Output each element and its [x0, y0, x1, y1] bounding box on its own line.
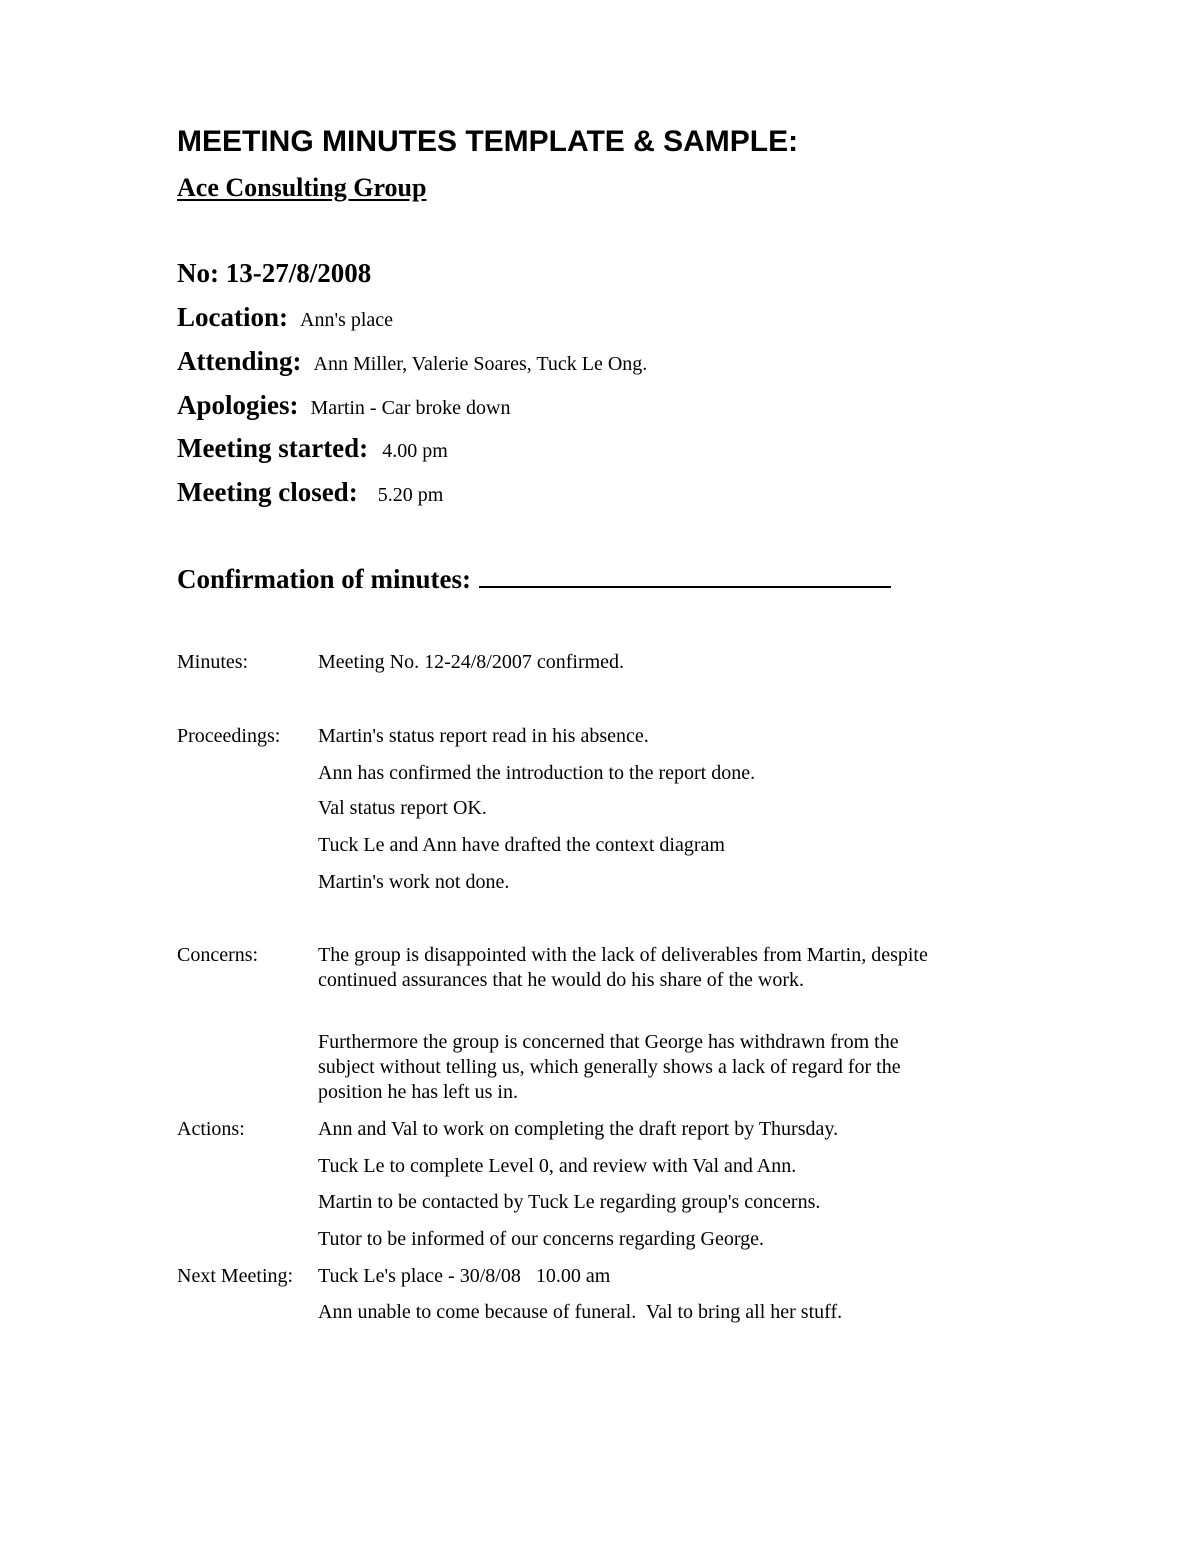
- location-field: [177, 300, 393, 339]
- proceedings-item: Ann has confirmed the introduction to the report done.: [318, 762, 756, 784]
- confirmation-label: Confirmation of minutes:: [177, 564, 471, 594]
- proceedings-label: Proceedings:: [177, 725, 281, 747]
- apologies-label: Apologies:: [177, 390, 299, 420]
- signature-line: [479, 562, 891, 588]
- next-meeting-item: Tuck Le's place - 30/8/08 10.00 am: [318, 1265, 611, 1287]
- location-label: Location:: [177, 302, 288, 332]
- apologies-value: Martin - Car broke down: [310, 397, 511, 419]
- actions-item: Tuck Le to complete Level 0, and review with Val and Ann.: [318, 1155, 797, 1177]
- attending-value: Ann Miller, Valerie Soares, Tuck Le Ong.: [313, 353, 648, 375]
- proceedings-item: Martin's status report read in his absence.: [318, 725, 649, 747]
- next-meeting-item: Ann unable to come because of funeral. Val to bring all her stuff.: [318, 1301, 843, 1323]
- proceedings-item: Tuck Le and Ann have drafted the context diagram: [318, 834, 725, 856]
- meeting-closed-field: [177, 475, 443, 514]
- meeting-started-field: [177, 431, 448, 470]
- actions-label: Actions:: [177, 1118, 245, 1140]
- concerns-item: The group is disappointed with the lack of deliverables from Martin, despite continued assurances that he would do his share of the work.: [318, 944, 928, 991]
- meeting-closed-label: Meeting closed:: [177, 477, 358, 507]
- actions-item: Ann and Val to work on completing the draft report by Thursday.: [318, 1118, 839, 1140]
- apologies-field: [177, 388, 510, 427]
- attending-label: Attending:: [177, 346, 302, 376]
- concerns-item: Furthermore the group is concerned that George has withdrawn from the subject without telling us, which generally shows a lack of regard for the position he has left us in.: [318, 1031, 901, 1103]
- actions-item: Martin to be contacted by Tuck Le regarding group's concerns.: [318, 1191, 821, 1213]
- company-name: Ace Consulting Group: [177, 173, 427, 202]
- confirmation-field: [177, 561, 891, 597]
- proceedings-item: Martin's work not done.: [318, 871, 510, 893]
- meeting-started-value: 4.00 pm: [382, 440, 448, 462]
- meeting-started-label: Meeting started:: [177, 433, 369, 463]
- minutes-item: Meeting No. 12-24/8/2007 confirmed.: [318, 651, 625, 673]
- attending-field: [177, 344, 647, 383]
- document-title: MEETING MINUTES TEMPLATE & SAMPLE:: [177, 125, 799, 158]
- actions-item: Tutor to be informed of our concerns regarding George.: [318, 1228, 764, 1250]
- minutes-label: Minutes:: [177, 651, 249, 673]
- proceedings-item: Val status report OK.: [318, 797, 487, 819]
- location-value: Ann's place: [300, 309, 394, 331]
- meeting-number: [177, 256, 371, 295]
- next-meeting-label: Next Meeting:: [177, 1265, 294, 1287]
- meeting-number-text: No: 13-27/8/2008: [177, 258, 372, 288]
- meeting-closed-value: 5.20 pm: [377, 484, 444, 506]
- concerns-label: Concerns:: [177, 944, 259, 966]
